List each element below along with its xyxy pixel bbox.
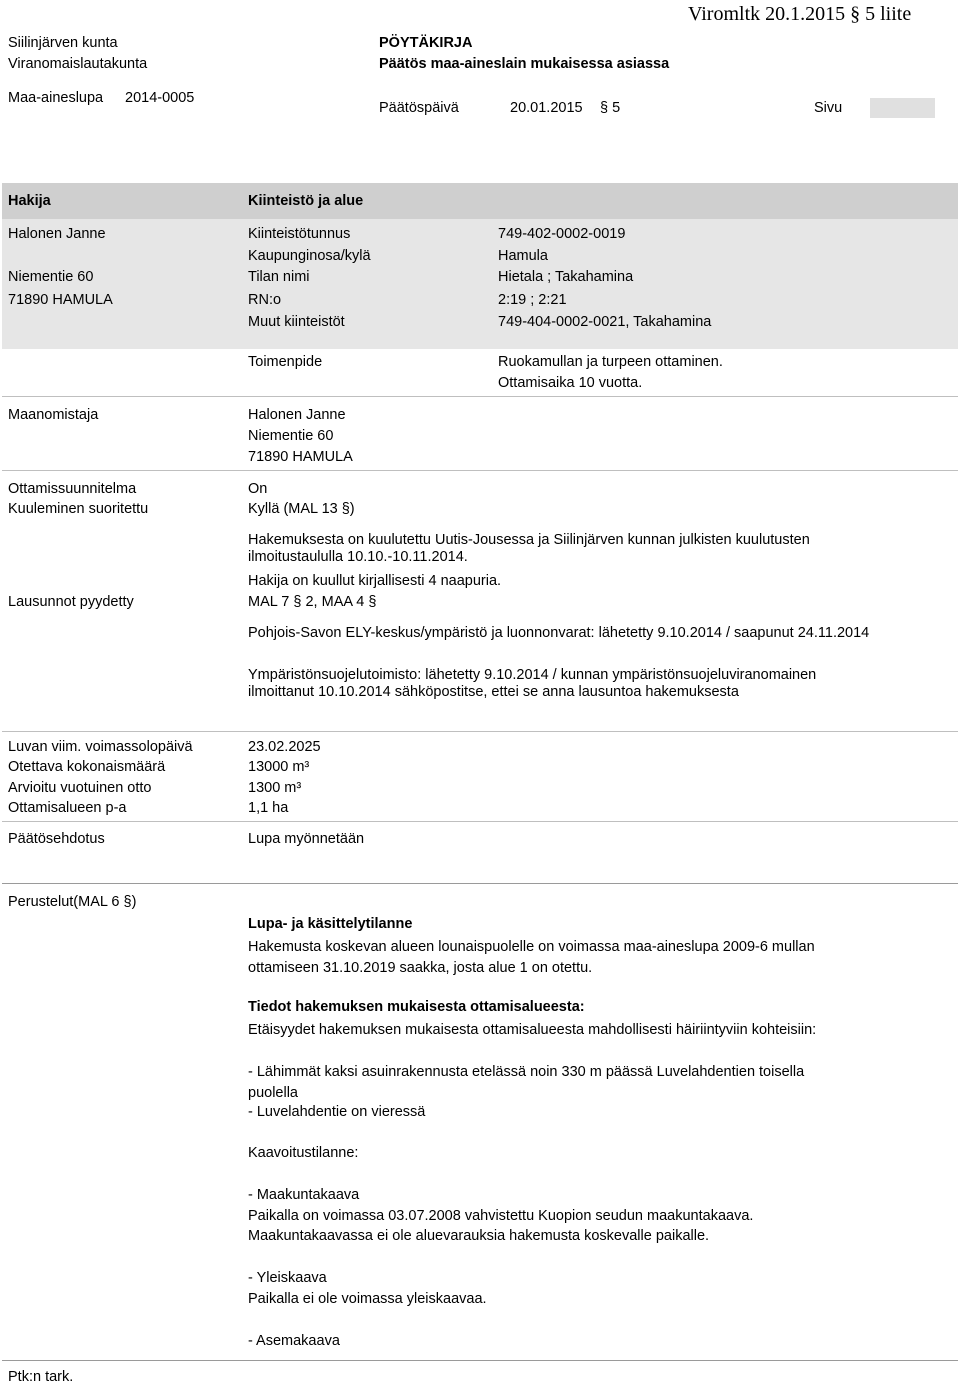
applicant-header: Hakija xyxy=(8,193,51,209)
divider xyxy=(2,821,958,822)
landowner-label: Maanomistaja xyxy=(8,407,99,423)
plan-label: Ottamissuunnitelma xyxy=(8,481,137,497)
municipality-name: Siilinjärven kunta xyxy=(8,35,118,51)
page-number-box xyxy=(870,98,935,118)
document-subject: Päätös maa-aineslain mukaisessa asiassa xyxy=(379,56,670,72)
statements-reference: MAL 7 § 2, MAA 4 § xyxy=(248,594,377,610)
detailed-plan-title: - Asemakaava xyxy=(248,1333,340,1349)
document-type: PÖYTÄKIRJA xyxy=(379,35,473,51)
measure-value-2: Ottamisaika 10 vuotta. xyxy=(498,375,643,391)
hearing-value: Kyllä (MAL 13 §) xyxy=(248,501,355,517)
area-label: Ottamisalueen p-a xyxy=(8,800,127,816)
hearing-text-1: Hakemuksesta on kuulutettu Uutis-Jousessa ja Siilinjärven kunnan julkisten kuulutusten ilmoitustaululla 10.10.-10.11.2014. xyxy=(248,532,810,565)
general-plan-title: - Yleiskaava xyxy=(248,1270,327,1286)
divider xyxy=(2,470,958,471)
plan-value: On xyxy=(248,481,268,497)
estate-name-label: Tilan nimi xyxy=(248,269,310,285)
hearing-text-2: Hakija on kuullut kirjallisesti 4 naapuria. xyxy=(248,573,502,589)
statement-1: Pohjois-Savon ELY-keskus/ympäristö ja luonnonvarat: lähetetty 9.10.2014 / saapunut 24.11.2014 xyxy=(248,625,870,641)
annual-label: Arvioitu vuotuinen otto xyxy=(8,780,152,796)
rno-label: RN:o xyxy=(248,292,282,308)
measure-label: Toimenpide xyxy=(248,354,323,370)
measure-value-1: Ruokamullan ja turpeen ottaminen. xyxy=(498,354,723,370)
minutes-checker-label: Ptk:n tark. xyxy=(8,1369,74,1385)
total-value: 13000 m³ xyxy=(248,759,310,775)
permit-number: 2014-0005 xyxy=(125,90,195,106)
decision-date: 20.01.2015 xyxy=(510,100,583,116)
estate-name-value: Hietala ; Takahamina xyxy=(498,269,634,285)
authority-name: Viranomaislautakunta xyxy=(8,56,148,72)
proposal-label: Päätösehdotus xyxy=(8,831,105,847)
regional-plan-title: - Maakuntakaava xyxy=(248,1187,360,1203)
property-id-value: 749-402-0002-0019 xyxy=(498,226,626,242)
statements-label: Lausunnot pyydetty xyxy=(8,594,134,610)
applicant-header-row xyxy=(2,183,958,219)
applicant-city: 71890 HAMULA xyxy=(8,292,113,308)
hearing-label: Kuuleminen suoritettu xyxy=(8,501,149,517)
nearest-residences: - Lähimmät kaksi asuinrakennusta etelässä noin 330 m päässä Luvelahdentien toisella puolella xyxy=(248,1064,805,1101)
zoning-label: Kaavoitustilanne: xyxy=(248,1145,359,1161)
other-properties-value: 749-404-0002-0021, Takahamina xyxy=(498,314,712,330)
divider xyxy=(2,731,958,732)
section-divider xyxy=(2,883,958,884)
grounds-label: Perustelut(MAL 6 §) xyxy=(8,894,137,910)
permit-label: Maa-aineslupa xyxy=(8,90,104,106)
applicant-street: Niementie 60 xyxy=(8,269,94,285)
regional-plan-line-1: Paikalla on voimassa 03.07.2008 vahvistettu Kuopion seudun maakuntakaava. xyxy=(248,1208,754,1224)
permit-status-heading: Lupa- ja käsittelytilanne xyxy=(248,916,413,932)
village-label: Kaupunginosa/kylä xyxy=(248,248,371,264)
applicant-name: Halonen Janne xyxy=(8,226,106,242)
validity-label: Luvan viim. voimassolopäivä xyxy=(8,739,193,755)
area-value: 1,1 ha xyxy=(248,800,289,816)
rno-value: 2:19 ; 2:21 xyxy=(498,292,567,308)
decision-date-label: Päätöspäivä xyxy=(379,100,459,116)
page-label: Sivu xyxy=(814,100,843,116)
village-value: Hamula xyxy=(498,248,548,264)
validity-value: 23.02.2025 xyxy=(248,739,321,755)
property-header: Kiinteistö ja alue xyxy=(248,193,364,209)
footer-divider xyxy=(2,1360,958,1361)
landowner-street: Niementie 60 xyxy=(248,428,334,444)
road-adjacent: - Luvelahdentie on vieressä xyxy=(248,1104,426,1120)
appendix-reference: Viromltk 20.1.2015 § 5 liite xyxy=(688,3,912,25)
general-plan-line-1: Paikalla ei ole voimassa yleiskaavaa. xyxy=(248,1291,487,1307)
landowner-name: Halonen Janne xyxy=(248,407,346,423)
statement-2: Ympäristönsuojelutoimisto: lähetetty 9.10.2014 / kunnan ympäristönsuojeluviranomainen ilmoittanut 10.10.2014 sähköpostitse, ettei se anna lausuntoa hakemuksesta xyxy=(248,667,817,700)
divider xyxy=(2,396,958,397)
other-properties-label: Muut kiinteistöt xyxy=(248,314,345,330)
annual-value: 1300 m³ xyxy=(248,780,302,796)
landowner-city: 71890 HAMULA xyxy=(248,449,353,465)
permit-status-text: Hakemusta koskevan alueen lounaispuolelle on voimassa maa-aineslupa 2009-6 mullan ottamiseen 31.10.2019 saakka, josta alue 1 on otettu. xyxy=(248,939,815,976)
property-id-label: Kiinteistötunnus xyxy=(248,226,351,242)
paragraph-number: § 5 xyxy=(600,100,621,116)
regional-plan-line-2: Maakuntakaavassa ei ole aluevarauksia hakemusta koskevalle paikalle. xyxy=(248,1228,710,1244)
area-info-heading: Tiedot hakemuksen mukaisesta ottamisalueesta: xyxy=(248,999,585,1015)
proposal-value: Lupa myönnetään xyxy=(248,831,365,847)
area-info-text: Etäisyydet hakemuksen mukaisesta ottamisalueesta mahdollisesti häiriintyviin kohteisiin: xyxy=(248,1022,817,1038)
total-label: Otettava kokonaismäärä xyxy=(8,759,166,775)
